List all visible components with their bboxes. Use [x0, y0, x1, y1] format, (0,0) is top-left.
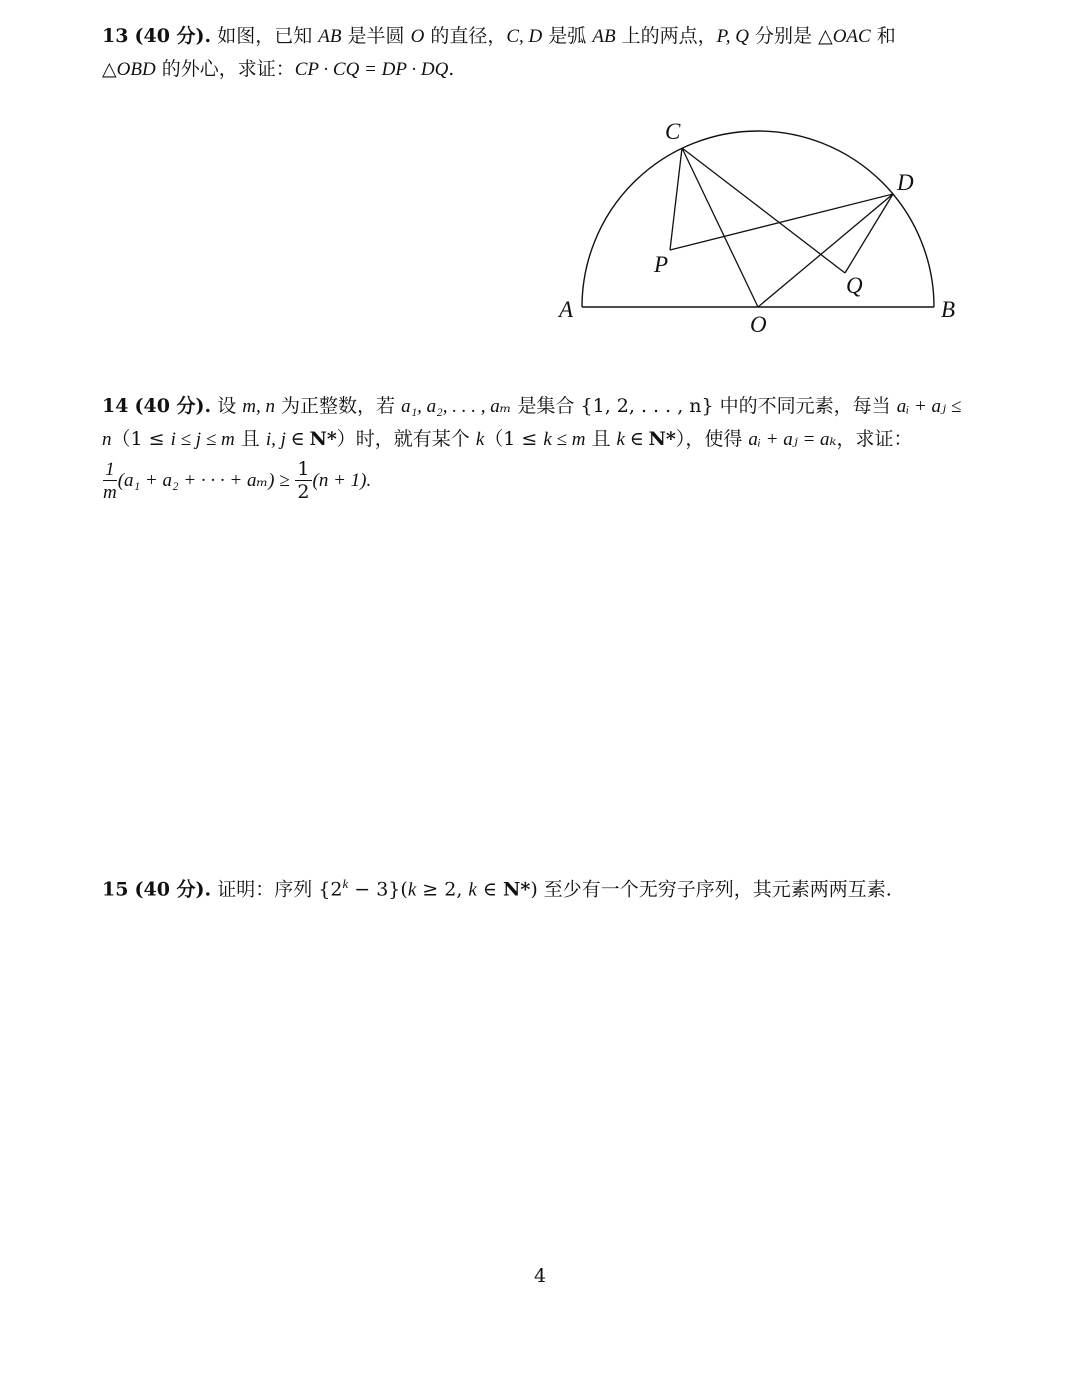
label-O: O: [750, 312, 767, 337]
text: ，求证：: [836, 428, 913, 450]
math: k ≤ m: [543, 429, 586, 450]
label-D: D: [897, 170, 914, 195]
problem-score: (40 分).: [134, 25, 212, 47]
math: i ≤ j ≤ m: [170, 429, 235, 450]
segment-QD: [845, 194, 893, 273]
math: a₁, a₂, . . . , aₘ: [401, 396, 512, 417]
math: k: [407, 879, 417, 901]
label-Q: Q: [846, 273, 863, 298]
text: ) 至少有一个无穷子序列，其元素两两互素.: [530, 878, 892, 901]
problem-14-line-3: [102, 460, 982, 502]
math: (a₁ + a₂ + · · · + aₘ) ≥: [117, 470, 295, 491]
math: △OAC: [818, 26, 871, 47]
text: ）时，就有某个: [336, 428, 476, 450]
math: ∈: [476, 878, 504, 901]
text: （1 ≤: [484, 428, 544, 450]
text: .: [448, 58, 455, 80]
problem-13-line-1: [102, 20, 982, 53]
math: (n + 1).: [312, 470, 372, 491]
denominator: 2: [297, 481, 310, 503]
semicircle-figure: [545, 110, 995, 350]
text: 且: [585, 428, 617, 450]
problem-14-line-2: [102, 423, 982, 456]
problem-13: [102, 20, 982, 86]
label-A: A: [559, 297, 574, 322]
label-P: P: [654, 252, 669, 277]
text: 和: [870, 25, 896, 47]
math: O: [410, 26, 425, 47]
math: i, j ∈: [265, 429, 310, 450]
text: 如图，已知: [217, 25, 319, 47]
numerator: 1: [103, 460, 117, 481]
problem-13-line-2: [102, 53, 982, 86]
fraction-1-over-m: [103, 460, 117, 502]
math: C, D: [506, 26, 543, 47]
text: 的外心，求证：: [155, 58, 295, 80]
segment-CP: [670, 148, 682, 250]
problem-14: [102, 390, 982, 502]
math: ≥ 2,: [416, 878, 469, 901]
semicircle-arc: [582, 131, 934, 307]
math: k: [468, 879, 477, 901]
math: {1, 2, . . . , n}: [580, 395, 714, 417]
text: 是集合: [511, 395, 581, 417]
segment-CO: [682, 148, 758, 307]
text: ），使得: [675, 428, 749, 450]
problem-score: (40 分).: [134, 395, 212, 417]
math: N*: [503, 878, 531, 901]
problem-15: [102, 868, 982, 906]
math: aᵢ + aⱼ ≤: [896, 396, 962, 417]
fraction-1-over-2: [295, 460, 311, 502]
label-B: B: [941, 297, 956, 322]
text: 是弧: [542, 25, 593, 47]
math: AB: [592, 26, 616, 47]
text: 中的不同元素，每当: [713, 395, 897, 417]
text: 上的两点，: [615, 25, 717, 47]
problem-score: (40 分).: [134, 878, 212, 901]
math: N*: [309, 428, 337, 450]
text: 设: [217, 395, 243, 417]
math: AB: [318, 26, 342, 47]
math: k ∈: [616, 429, 649, 450]
problem-number: 14: [102, 395, 129, 417]
math: aᵢ + aⱼ = aₖ: [748, 429, 837, 450]
text: 为正整数，若: [274, 395, 402, 417]
math: △OBD: [102, 59, 156, 80]
math: N*: [648, 428, 676, 450]
text: 且: [234, 428, 266, 450]
segment-CQ: [682, 148, 845, 273]
math: − 3}(: [348, 878, 408, 901]
math: k: [475, 429, 485, 450]
text: （1 ≤: [111, 428, 171, 450]
math: n: [102, 429, 112, 450]
problem-14-line-1: [102, 390, 982, 423]
denominator: m: [103, 482, 117, 503]
text: 的直径，: [424, 25, 507, 47]
problem-number: 15: [102, 878, 129, 901]
page-number: 4: [533, 1265, 547, 1287]
math: m, n: [242, 396, 275, 417]
text: 分别是: [749, 25, 819, 47]
math: P, Q: [716, 26, 749, 47]
exponent: k: [342, 876, 349, 891]
numerator: 1: [297, 458, 310, 480]
text: 是半圆: [341, 25, 411, 47]
math: {2: [318, 878, 343, 901]
math: CP · CQ = DP · DQ: [294, 59, 449, 80]
text: 证明：序列: [217, 878, 319, 901]
problem-number: 13: [102, 25, 129, 47]
label-C: C: [665, 119, 681, 144]
